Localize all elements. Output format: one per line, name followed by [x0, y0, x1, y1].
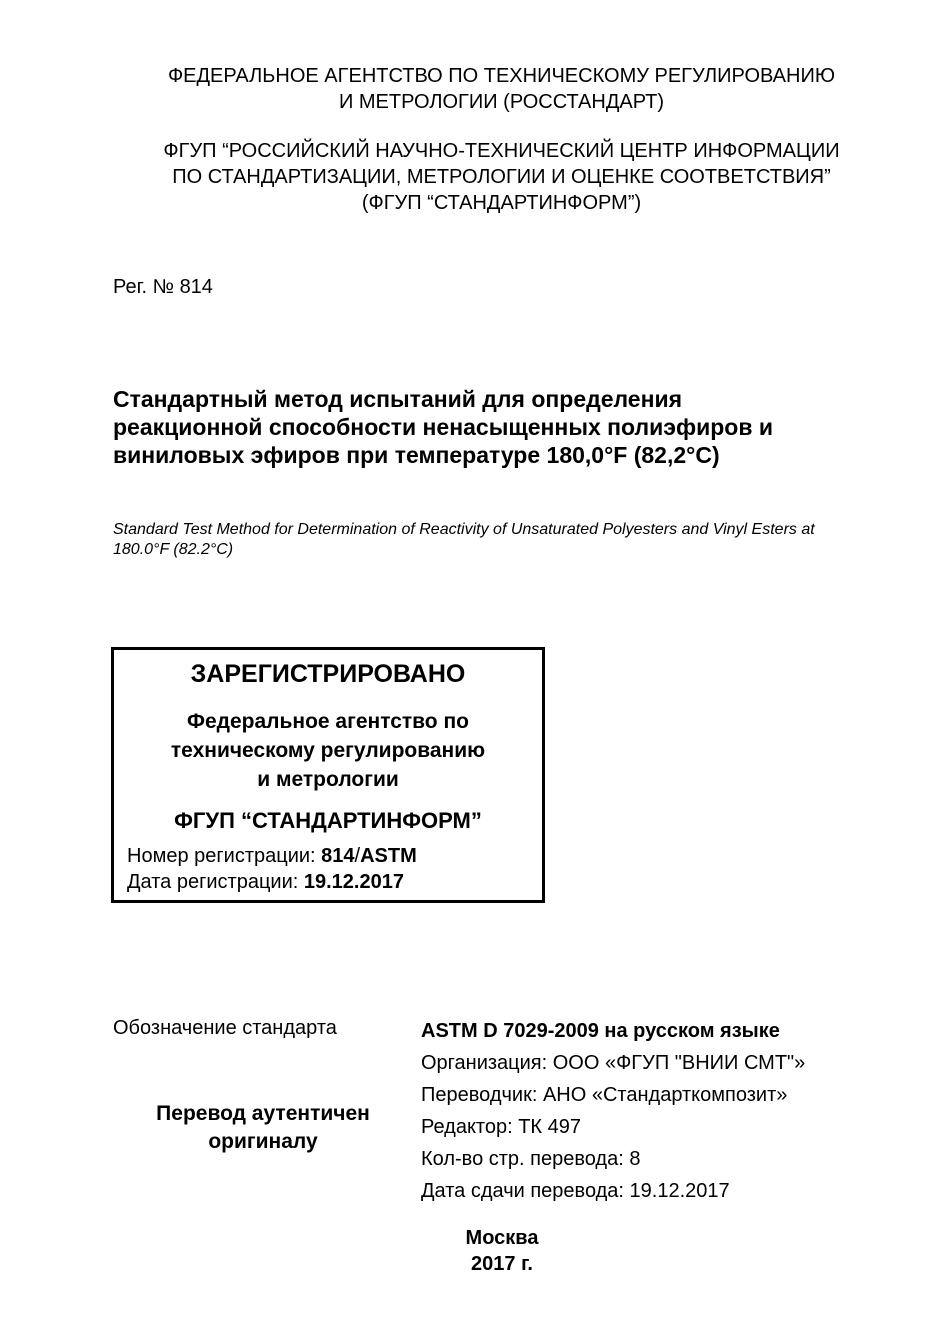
organization-line: Организация: ООО «ФГУП "ВНИИ СМТ"»: [421, 1052, 806, 1074]
standard-designation-value: ASTM D 7029-2009 на русском языке: [421, 1020, 780, 1042]
registration-number-line: [127, 843, 417, 869]
authentic-note-line: оригиналу: [208, 1130, 318, 1153]
registration-number-suffix: ASTM: [360, 845, 417, 867]
page-count-line: Кол-во стр. перевода: 8: [421, 1148, 641, 1170]
editor-line: Редактор: ТК 497: [421, 1116, 581, 1138]
registration-number-separator: /: [354, 845, 361, 867]
registration-agency-line: техническому регулированию: [170, 739, 486, 762]
footer-city: Москва: [465, 1227, 539, 1249]
agency-header-line: ФЕДЕРАЛЬНОЕ АГЕНТСТВО ПО ТЕХНИЧЕСКОМУ РЕГУЛИРОВАНИЮ: [167, 65, 836, 87]
center-header-line: ПО СТАНДАРТИЗАЦИИ, МЕТРОЛОГИИ И ОЦЕНКЕ СООТВЕТСТВИЯ”: [172, 166, 831, 188]
translation-details: [421, 1015, 805, 1207]
registration-organization: ФГУП “СТАНДАРТИНФОРМ”: [174, 808, 482, 833]
title-line: реакционной способности ненасыщенных полиэфиров и: [113, 414, 773, 440]
translation-authentic-note: [133, 1100, 393, 1156]
agency-header: [100, 63, 903, 115]
center-header-line: ФГУП “РОССИЙСКИЙ НАУЧНО-ТЕХНИЧЕСКИЙ ЦЕНТР ИНФОРМАЦИИ: [163, 140, 840, 162]
registration-date-line: [127, 869, 404, 895]
title-line: 180.0°F (82.2°C): [113, 541, 234, 558]
registration-date-value: 19.12.2017: [303, 871, 404, 893]
title-line: виниловых эфиров при температуре 180,0°F (82,2°C): [113, 442, 720, 468]
title-line: Стандартный метод испытаний для определения: [113, 386, 683, 412]
registration-number-value: 814: [321, 845, 355, 867]
document-title-english: [113, 520, 903, 560]
registration-agency-line: и метрологии: [257, 768, 399, 791]
standard-designation-label: Обозначение стандарта: [113, 1017, 337, 1039]
registration-stamp-box: [111, 647, 545, 903]
registration-agency: [114, 707, 542, 794]
title-line: Standard Test Method for Determination of Reactivity of Unsaturated Polyesters and Vinyl Esters at: [113, 521, 815, 538]
footer-year: 2017 г.: [471, 1253, 533, 1275]
registration-agency-line: Федеральное агентство по: [187, 710, 469, 733]
registration-heading: ЗАРЕГИСТРИРОВАНО: [190, 660, 466, 688]
agency-header-line: И МЕТРОЛОГИИ (РОССТАНДАРТ): [338, 91, 665, 113]
document-title-russian: [113, 385, 903, 469]
registration-date-label: Дата регистрации:: [127, 871, 304, 893]
authentic-note-line: Перевод аутентичен: [156, 1102, 370, 1125]
center-header-line: (ФГУП “СТАНДАРТИНФОРМ”): [361, 192, 642, 214]
registration-number-label: Номер регистрации:: [127, 845, 322, 867]
registration-number: Рег. № 814: [113, 276, 213, 298]
footer-place-year: [442, 1225, 562, 1277]
submission-date-line: Дата сдачи перевода: 19.12.2017: [421, 1180, 730, 1202]
center-header: [100, 138, 903, 216]
translator-line: Переводчик: АНО «Стандарткомпозит»: [421, 1084, 788, 1106]
